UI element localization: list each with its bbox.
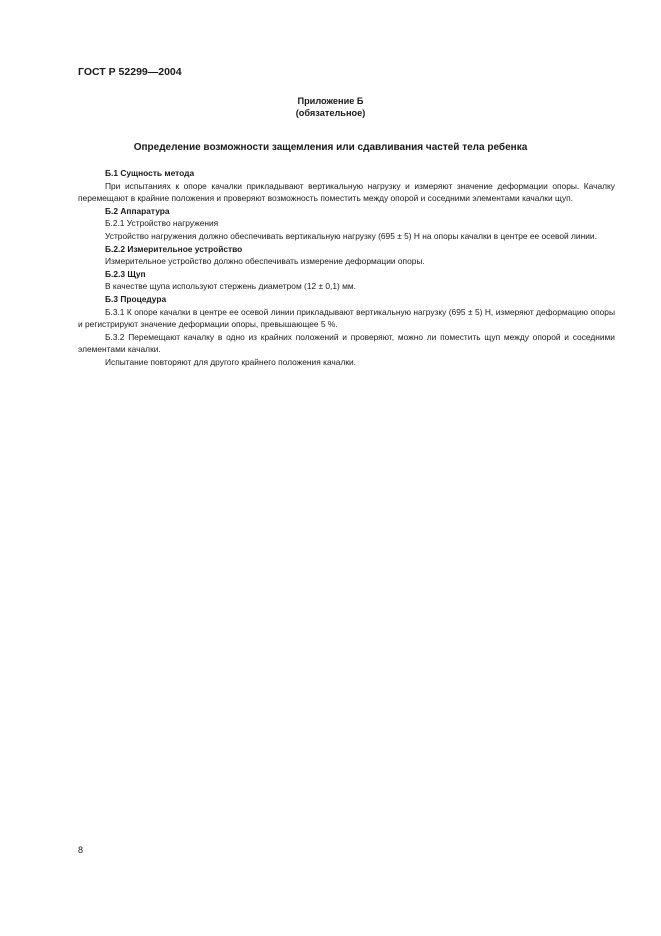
paragraph: Б.1 Сущность метода — [105, 168, 195, 178]
paragraph: Б.2.3 Щуп — [105, 268, 146, 279]
paragraph: При испытаниях к опоре качалки прикладывают вертикальную нагрузку и измеряют значение деформации опоры. Качалку перемещают в крайние положения и проверяют возможность поместить между опорой и соседними элементами качалки щуп. — [78, 180, 615, 204]
paragraph: Измерительное устройство должно обеспечивать измерение деформации опоры. — [105, 256, 425, 267]
appendix-status: (обязательное) — [295, 108, 366, 118]
paragraph: В качестве щупа используют стержень диаметром (12 ± 0,1) мм. — [105, 281, 356, 292]
paragraph: Б.2 Аппаратура — [105, 205, 170, 216]
page-number: 8 — [78, 845, 84, 855]
standard-number: ГОСТ Р 52299—2004 — [78, 66, 182, 78]
section-heading: Определение возможности защемления или сдавливания частей тела ребенка — [133, 142, 528, 153]
appendix-title: Приложение Б — [297, 96, 364, 106]
paragraph: Б.3.1 К опоре качалки в центре ее осевой линии прикладывают вертикальную нагрузку (695 ± 5) Н, измеряют деформацию опоры и регистрируют значение деформации опоры, превышающее 5 %. — [78, 306, 615, 330]
paragraph: Испытание повторяют для другого крайнего положения качалки. — [105, 356, 356, 367]
paragraph: Б.2.2 Измерительное устройство — [105, 243, 243, 254]
appendix-label — [0, 95, 661, 119]
body-text — [78, 167, 615, 369]
paragraph: Б.3 Процедура — [105, 293, 167, 304]
paragraph: Б.2.1 Устройство нагружения — [105, 218, 219, 229]
paragraph: Б.3.2 Перемещают качалку в одно из крайних положений и проверяют, можно ли поместить щуп между опорой и соседними элементами качалки. — [78, 331, 615, 355]
paragraph: Устройство нагружения должно обеспечивать вертикальную нагрузку (695 ± 5) Н на опоры качалки в центре ее осевой линии. — [105, 230, 597, 241]
